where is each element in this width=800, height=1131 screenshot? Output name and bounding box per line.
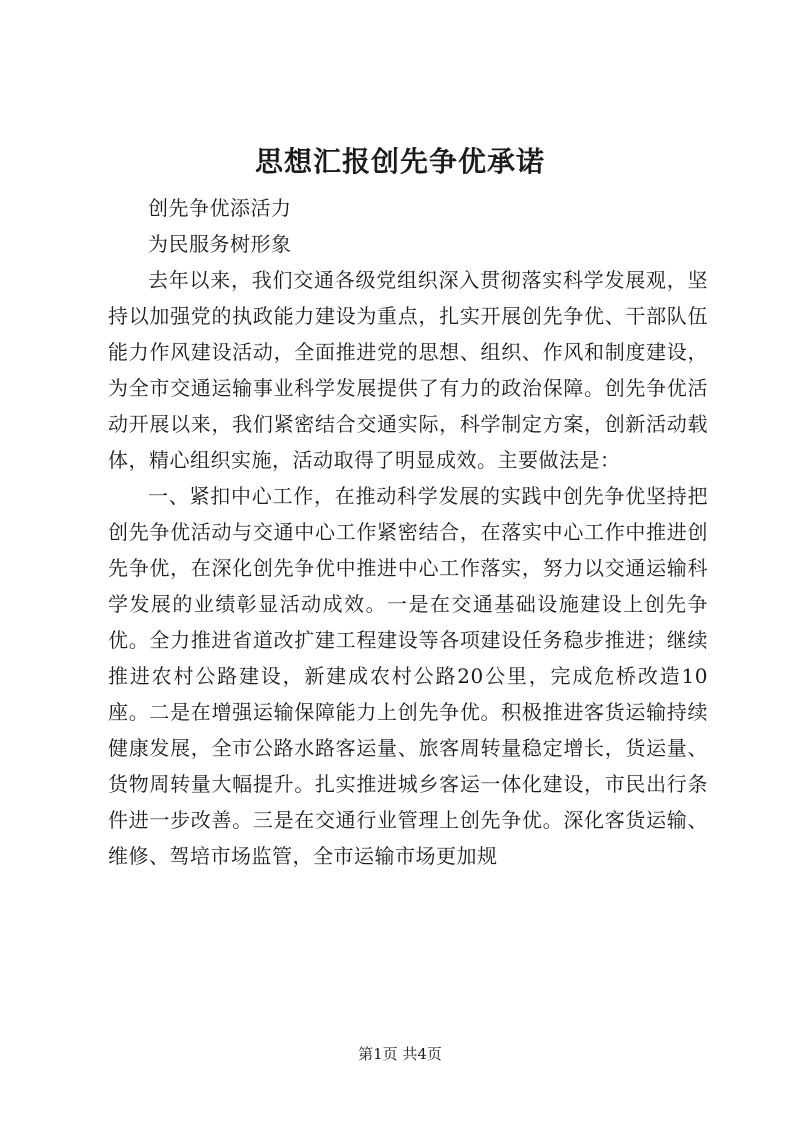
paragraph-1: 去年以来，我们交通各级党组织深入贯彻落实科学发展观，坚持以加强党的执政能力建设为重点，扎实开展创先争优、干部队伍能力作风建设活动，全面推进党的思想、组织、作风和制度建设，为全市交通运输事业科学发展提供了有力的政治保障。创先争优活动开展以来，我们紧密结合交通实际，科学制定方案，创新活动载体，精心组织实施，活动取得了明显成效。主要做法是： — [108, 268, 708, 472]
page-number-footer: 第1页 共4页 — [358, 1045, 442, 1063]
document-body — [108, 190, 708, 874]
subtitle-line-2: 为民服务树形象 — [148, 232, 292, 256]
subtitle-line-1: 创先争优添活力 — [148, 196, 292, 220]
paragraph-2: 一、紧扣中心工作，在推动科学发展的实践中创先争优坚持把创先争优活动与交通中心工作紧密结合，在落实中心工作中推进创先争优，在深化创先争优中推进中心工作落实，努力以交通运输科学发展的业绩彰显活动成效。一是在交通基础设施建设上创先争优。全力推进省道改扩建工程建设等各项建设任务稳步推进；继续推进农村公路建设，新建成农村公路20公里，完成危桥改造10座。二是在增强运输保障能力上创先争优。积极推进客货运输持续健康发展，全市公路水路客运量、旅客周转量稳定增长，货运量、货物周转量大幅提升。扎实推进城乡客运一体化建设，市民出行条件进一步改善。三是在交通行业管理上创先争优。深化客货运输、维修、驾培市场监管，全市运输市场更加规 — [108, 484, 708, 868]
document-title: 思想汇报创先争优承诺 — [254, 145, 545, 178]
